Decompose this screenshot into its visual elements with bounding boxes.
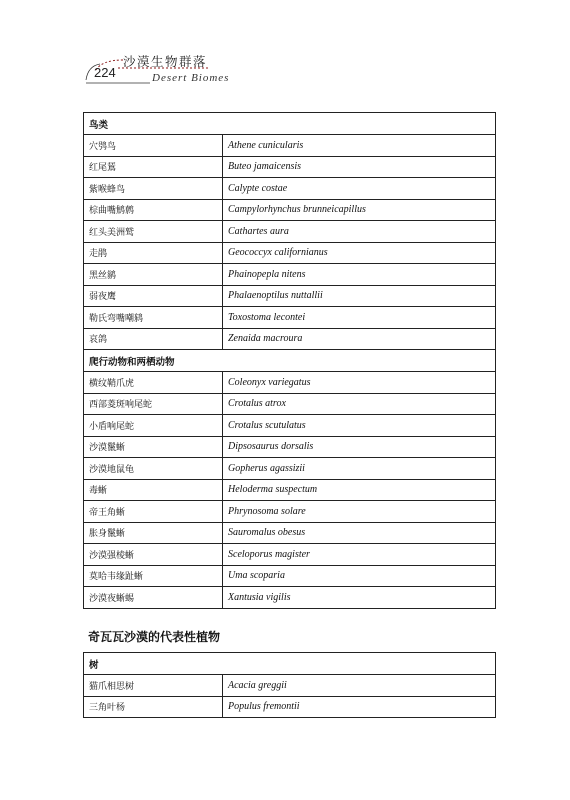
table-row	[84, 307, 496, 329]
scientific-name-cell: Zenaida macroura	[223, 328, 496, 350]
header-ornament	[0, 0, 570, 100]
common-name-cell: 西部菱斑响尾蛇	[84, 393, 223, 415]
table-row	[84, 458, 496, 480]
scientific-name-cell: Sceloporus magister	[223, 544, 496, 566]
section-row	[84, 350, 496, 372]
common-name-cell: 红头美洲鹫	[84, 221, 223, 243]
scientific-name-cell: Uma scoparia	[223, 565, 496, 587]
common-name-cell: 红尾鵟	[84, 156, 223, 178]
common-name-cell: 胀身鬣蜥	[84, 522, 223, 544]
common-name-cell: 弱夜鹰	[84, 285, 223, 307]
page-number: 224	[94, 65, 116, 80]
scientific-name-cell: Cathartes aura	[223, 221, 496, 243]
table-row	[84, 156, 496, 178]
scientific-name-cell: Toxostoma lecontei	[223, 307, 496, 329]
common-name-cell: 穴鸮鸟	[84, 135, 223, 157]
table-row	[84, 675, 496, 697]
scientific-name-cell: Populus fremontii	[223, 696, 496, 718]
common-name-cell: 莫哈韦缘趾蜥	[84, 565, 223, 587]
table-row	[84, 135, 496, 157]
scientific-name-cell: Phrynosoma solare	[223, 501, 496, 523]
common-name-cell: 沙漠地鼠龟	[84, 458, 223, 480]
scientific-name-cell: Phalaenoptilus nuttallii	[223, 285, 496, 307]
common-name-cell: 沙漠强棱蜥	[84, 544, 223, 566]
table-row	[84, 565, 496, 587]
scientific-name-cell: Sauromalus obesus	[223, 522, 496, 544]
scientific-name-cell: Gopherus agassizii	[223, 458, 496, 480]
book-title: 沙漠生物群落	[123, 54, 208, 69]
section-title: 爬行动物和两栖动物	[84, 350, 496, 372]
table-row	[84, 242, 496, 264]
table-row	[84, 436, 496, 458]
table-row	[84, 479, 496, 501]
table-row	[84, 587, 496, 609]
section-heading-plants: 奇瓦瓦沙漠的代表性植物	[88, 630, 221, 644]
common-name-cell: 勒氏弯嘴嘲鸫	[84, 307, 223, 329]
section-row	[84, 653, 496, 675]
page-header	[0, 0, 570, 100]
species-table-animals	[83, 112, 496, 609]
common-name-cell: 毒蜥	[84, 479, 223, 501]
common-name-cell: 棕曲嘴鹪鹩	[84, 199, 223, 221]
common-name-cell: 小盾响尾蛇	[84, 415, 223, 437]
species-table-plants	[83, 652, 496, 718]
scientific-name-cell: Dipsosaurus dorsalis	[223, 436, 496, 458]
table-row	[84, 522, 496, 544]
common-name-cell: 帝王角蜥	[84, 501, 223, 523]
table-row	[84, 221, 496, 243]
table-row	[84, 544, 496, 566]
scientific-name-cell: Calypte costae	[223, 178, 496, 200]
table-row	[84, 328, 496, 350]
scientific-name-cell: Xantusia vigilis	[223, 587, 496, 609]
table-row	[84, 696, 496, 718]
book-subtitle: Desert Biomes	[152, 72, 230, 84]
common-name-cell: 三角叶杨	[84, 696, 223, 718]
scientific-name-cell: Coleonyx variegatus	[223, 372, 496, 394]
table-row	[84, 264, 496, 286]
scientific-name-cell: Geococcyx californianus	[223, 242, 496, 264]
scientific-name-cell: Athene cunicularis	[223, 135, 496, 157]
section-title: 鸟类	[84, 113, 496, 135]
common-name-cell: 猫爪相思树	[84, 675, 223, 697]
scientific-name-cell: Buteo jamaicensis	[223, 156, 496, 178]
common-name-cell: 紫喉蜂鸟	[84, 178, 223, 200]
table-row	[84, 393, 496, 415]
scientific-name-cell: Acacia greggii	[223, 675, 496, 697]
scientific-name-cell: Crotalus atrox	[223, 393, 496, 415]
scientific-name-cell: Heloderma suspectum	[223, 479, 496, 501]
common-name-cell: 沙漠鬣蜥	[84, 436, 223, 458]
scientific-name-cell: Phainopepla nitens	[223, 264, 496, 286]
section-title: 树	[84, 653, 496, 675]
table-row	[84, 178, 496, 200]
table-row	[84, 199, 496, 221]
table-row	[84, 285, 496, 307]
scientific-name-cell: Campylorhynchus brunneicapillus	[223, 199, 496, 221]
table-row	[84, 372, 496, 394]
table-row	[84, 415, 496, 437]
common-name-cell: 横纹鞘爪虎	[84, 372, 223, 394]
common-name-cell: 沙漠夜蜥蜴	[84, 587, 223, 609]
common-name-cell: 黑丝鹟	[84, 264, 223, 286]
scientific-name-cell: Crotalus scutulatus	[223, 415, 496, 437]
common-name-cell: 走鹃	[84, 242, 223, 264]
table-row	[84, 501, 496, 523]
section-row	[84, 113, 496, 135]
common-name-cell: 哀鸽	[84, 328, 223, 350]
